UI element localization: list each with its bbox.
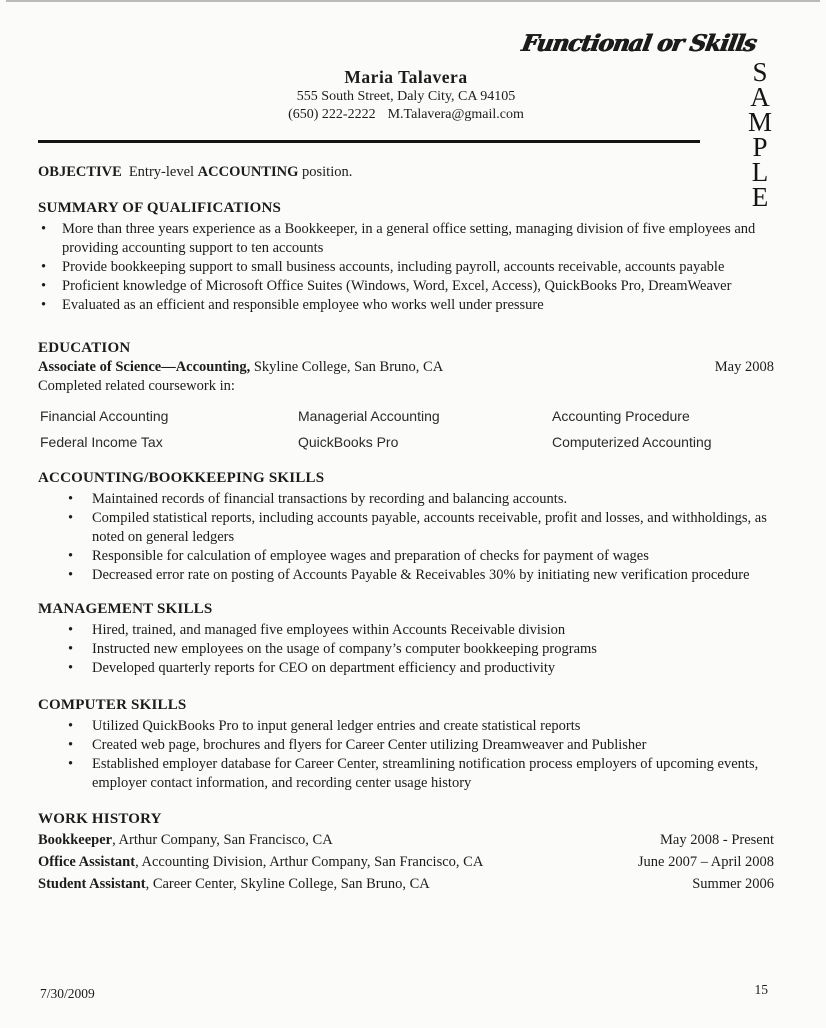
section-heading-accounting-skills: ACCOUNTING/BOOKKEEPING SKILLS: [38, 469, 325, 486]
work-history-row: [38, 829, 774, 851]
section-heading-management-skills: MANAGEMENT SKILLS: [38, 600, 213, 617]
bullet-item: • Utilized QuickBooks Pro to input general ledger entries and create statistical reports: [38, 717, 774, 736]
watermark-letter: S: [752, 57, 768, 87]
coursework-grid: [38, 408, 774, 451]
watermark-letter: E: [751, 182, 769, 212]
school-name: Skyline College, San Bruno, CA: [253, 358, 444, 375]
job-line: [38, 851, 483, 873]
job-line: [38, 829, 333, 851]
accounting-skills-section: [38, 469, 774, 585]
bullet-item: • Responsible for calculation of employee wages and preparation of checks for payment of wages: [38, 547, 774, 566]
course-item: Accounting Procedure: [552, 407, 690, 424]
bullet-item: • Proficient knowledge of Microsoft Office Suites (Windows, Word, Excel, Access), QuickBooks Pro, DreamWeaver: [38, 277, 774, 296]
graduation-date: May 2008: [714, 358, 774, 375]
bullet-item: • Provide bookkeeping support to small business accounts, including payroll, accounts receivable, accounts payable: [38, 258, 774, 277]
objective-heading: OBJECTIVE: [38, 163, 122, 180]
computer-skills-section: [38, 696, 774, 793]
section-heading-education: EDUCATION: [38, 339, 131, 356]
degree-line: [38, 358, 443, 377]
job-details: , Career Center, Skyline College, San Bruno, CA: [145, 875, 430, 892]
course-item: Financial Accounting: [40, 407, 169, 424]
bullet-item: • Decreased error rate on posting of Accounts Payable & Receivables 30% by initiating new verification procedure: [38, 566, 774, 585]
summary-bullet-list: [38, 220, 774, 315]
education-section: [38, 339, 774, 451]
handwriting-annotation: Functional or Skills: [519, 30, 759, 57]
job-dates: May 2008 - Present: [660, 831, 774, 848]
section-heading-work-history: WORK HISTORY: [38, 810, 162, 827]
bullet-item: • Developed quarterly reports for CEO on department efficiency and productivity: [38, 659, 774, 678]
degree-title: Associate of Science—Accounting,: [38, 358, 251, 375]
bullet-item: • Maintained records of financial transactions by recording and balancing accounts.: [38, 490, 774, 509]
section-heading-summary: SUMMARY OF QUALIFICATIONS: [38, 199, 282, 216]
work-history-row: [38, 851, 774, 873]
bullet-item: • Established employer database for Career Center, streamlining notification process employers of upcoming events, employer contact information, and recording center usage history: [38, 755, 774, 793]
coursework-intro: Completed related coursework in:: [38, 377, 235, 394]
page-number: 15: [754, 982, 768, 997]
sample-watermark: [744, 57, 776, 212]
watermark-letter: L: [751, 157, 769, 187]
resume-header: [38, 0, 774, 124]
computer-skills-list: [38, 717, 774, 793]
contact-line: [38, 106, 774, 124]
watermark-letter: P: [752, 132, 768, 162]
header-divider: [38, 140, 700, 143]
bullet-item: • More than three years experience as a Bookkeeper, in a general office setting, managing division of five employees and providing accounting support to ten accounts: [38, 220, 774, 258]
watermark-letter: A: [750, 82, 770, 112]
job-details: , Arthur Company, San Francisco, CA: [112, 831, 333, 848]
bullet-item: • Created web page, brochures and flyers for Career Center utilizing Dreamweaver and Publisher: [38, 736, 774, 755]
job-dates: Summer 2006: [692, 875, 774, 892]
job-title: Student Assistant: [38, 875, 146, 892]
job-line: [38, 873, 430, 895]
bullet-item: • Compiled statistical reports, including accounts payable, accounts receivable, profit and losses, and withholdings, as noted on general ledgers: [38, 509, 774, 547]
management-skills-list: [38, 621, 774, 678]
course-item: Federal Income Tax: [40, 433, 163, 450]
management-skills-section: [38, 600, 774, 678]
phone-number: (650) 222-2222: [288, 107, 376, 122]
section-heading-computer-skills: COMPUTER SKILLS: [38, 696, 187, 713]
objective-tail: position.: [302, 163, 353, 180]
degree-row: [38, 358, 774, 377]
candidate-name: Maria Talavera: [344, 67, 468, 87]
accounting-skills-list: [38, 490, 774, 585]
summary-section: [38, 199, 774, 315]
job-title: Bookkeeper: [38, 831, 113, 848]
address-line: 555 South Street, Daly City, CA 94105: [296, 89, 516, 104]
bullet-item: • Hired, trained, and managed five employees within Accounts Receivable division: [38, 621, 774, 640]
job-details: , Accounting Division, Arthur Company, San Francisco, CA: [135, 853, 484, 870]
course-item: QuickBooks Pro: [298, 433, 399, 450]
objective-lead: Entry-level: [128, 163, 195, 180]
work-history-row: [38, 873, 774, 895]
objective-emphasis: ACCOUNTING: [197, 163, 299, 180]
course-item: Computerized Accounting: [552, 433, 712, 450]
watermark-letter: M: [747, 107, 772, 137]
job-dates: June 2007 – April 2008: [637, 853, 774, 870]
course-item: Managerial Accounting: [298, 407, 440, 424]
job-title: Office Assistant: [38, 853, 136, 870]
footer-date: 7/30/2009: [40, 986, 95, 1001]
bullet-item: • Evaluated as an efficient and responsible employee who works well under pressure: [38, 296, 774, 315]
email-address: M.Talavera@gmail.com: [387, 107, 524, 122]
work-history-section: [38, 810, 774, 895]
objective-line: [38, 163, 774, 182]
bullet-item: • Instructed new employees on the usage of company’s computer bookkeeping programs: [38, 640, 774, 659]
